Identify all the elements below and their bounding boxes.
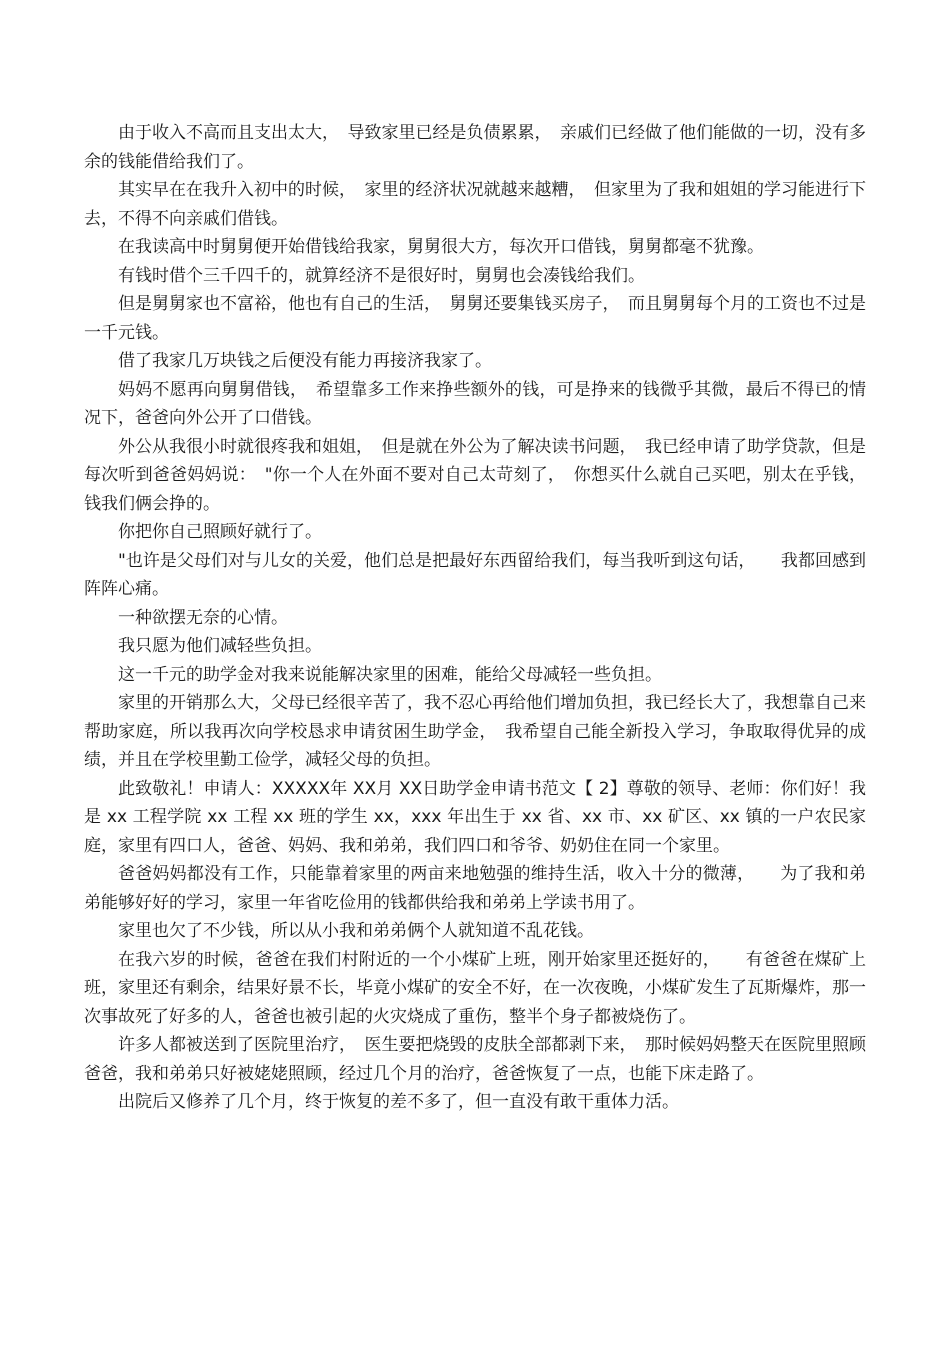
paragraph: 其实早在在我升入初中的时候， 家里的经济状况就越来越糟， 但家里为了我和姐姐的学习能进行下去，不得不向亲戚们借钱。 bbox=[84, 180, 866, 229]
paragraph: 这一千元的助学金对我来说能解决家里的困难，能给父母减轻一些负担。 bbox=[118, 664, 662, 685]
paragraph: 由于收入不高而且支出太大， 导致家里已经是负债累累， 亲戚们已经做了他们能做的一切，没有多余的钱能借给我们了。 bbox=[84, 123, 866, 172]
document-body bbox=[84, 119, 866, 1117]
paragraph: 但是舅舅家也不富裕，他也有自己的生活， 舅舅还要集钱买房子， 而且舅舅每个月的工资也不过是一千元钱。 bbox=[84, 294, 866, 343]
paragraph: 爸爸妈妈都没有工作，只能靠着家里的两亩来地勉强的维持生活，收入十分的微薄， 为了我和弟弟能够好好的学习，家里一年省吃俭用的钱都供给我和弟弟上学读书用了。 bbox=[84, 864, 866, 913]
paragraph: 许多人都被送到了医院里治疗， 医生要把烧毁的皮肤全部都剥下来， 那时候妈妈整天在医院里照顾爸爸，我和弟弟只好被姥姥照顾，经过几个月的治疗，爸爸恢复了一点，也能下床走路了。 bbox=[84, 1035, 866, 1084]
paragraph: 有钱时借个三千四千的，就算经济不是很好时，舅舅也会凑钱给我们。 bbox=[118, 265, 645, 286]
paragraph: 妈妈不愿再向舅舅借钱， 希望靠多工作来挣些额外的钱，可是挣来的钱微乎其微，最后不得已的情况下，爸爸向外公开了口借钱。 bbox=[84, 379, 866, 428]
paragraph: 借了我家几万块钱之后便没有能力再接济我家了。 bbox=[118, 351, 492, 371]
paragraph: "也许是父母们对与儿女的关爱，他们总是把最好东西留给我们，每当我听到这句话， 我都回感到阵阵心痛。 bbox=[84, 550, 866, 599]
paragraph: 一种欲摆无奈的心情。 bbox=[118, 607, 288, 628]
paragraph: 出院后又修养了几个月，终于恢复的差不多了，但一直没有敢干重体力活。 bbox=[118, 1092, 679, 1112]
paragraph: 在我读高中时舅舅便开始借钱给我家，舅舅很大方，每次开口借钱，舅舅都毫不犹豫。 bbox=[118, 237, 764, 257]
paragraph: 此致敬礼！申请人：XXXXX年 XX月 XX日助学金申请书范文【 2】尊敬的领导、老师：你们好！我是 xx 工程学院 xx 工程 xx 班的学生 xx，xxx 年出生于 xx 省、xx 市、xx 矿区、xx 镇的一户农民家庭，家里有四口人，爸爸、妈妈、我和弟弟，我们四口和爷爷、奶奶住在同一个家里。 bbox=[84, 778, 866, 856]
paragraph: 家里也欠了不少钱，所以从小我和弟弟俩个人就知道不乱花钱。 bbox=[118, 921, 594, 941]
paragraph: 外公从我很小时就很疼我和姐姐， 但是就在外公为了解决读书问题， 我已经申请了助学贷款，但是每次听到爸爸妈妈说： "你一个人在外面不要对自己太苛刻了， 你想买什么就自己买吧，别太在乎钱，钱我们俩会挣的。 bbox=[84, 436, 866, 514]
paragraph: 你把你自己照顾好就行了。 bbox=[118, 522, 322, 542]
paragraph: 我只愿为他们减轻些负担。 bbox=[118, 636, 322, 656]
paragraph: 在我六岁的时候，爸爸在我们村附近的一个小煤矿上班，刚开始家里还挺好的， 有爸爸在煤矿上班，家里还有剩余，结果好景不长，毕竟小煤矿的安全不好，在一次夜晚，小煤矿发生了瓦斯爆炸，那一次事故死了好多的人，爸爸也被引起的火灾烧成了重伤，整半个身子都被烧伤了。 bbox=[84, 949, 866, 1027]
paragraph: 家里的开销那么大，父母已经很辛苦了，我不忍心再给他们增加负担，我已经长大了，我想靠自己来帮助家庭，所以我再次向学校恳求申请贫困生助学金， 我希望自己能全新投入学习，争取取得优异的成绩，并且在学校里勤工俭学，减轻父母的负担。 bbox=[84, 693, 866, 770]
